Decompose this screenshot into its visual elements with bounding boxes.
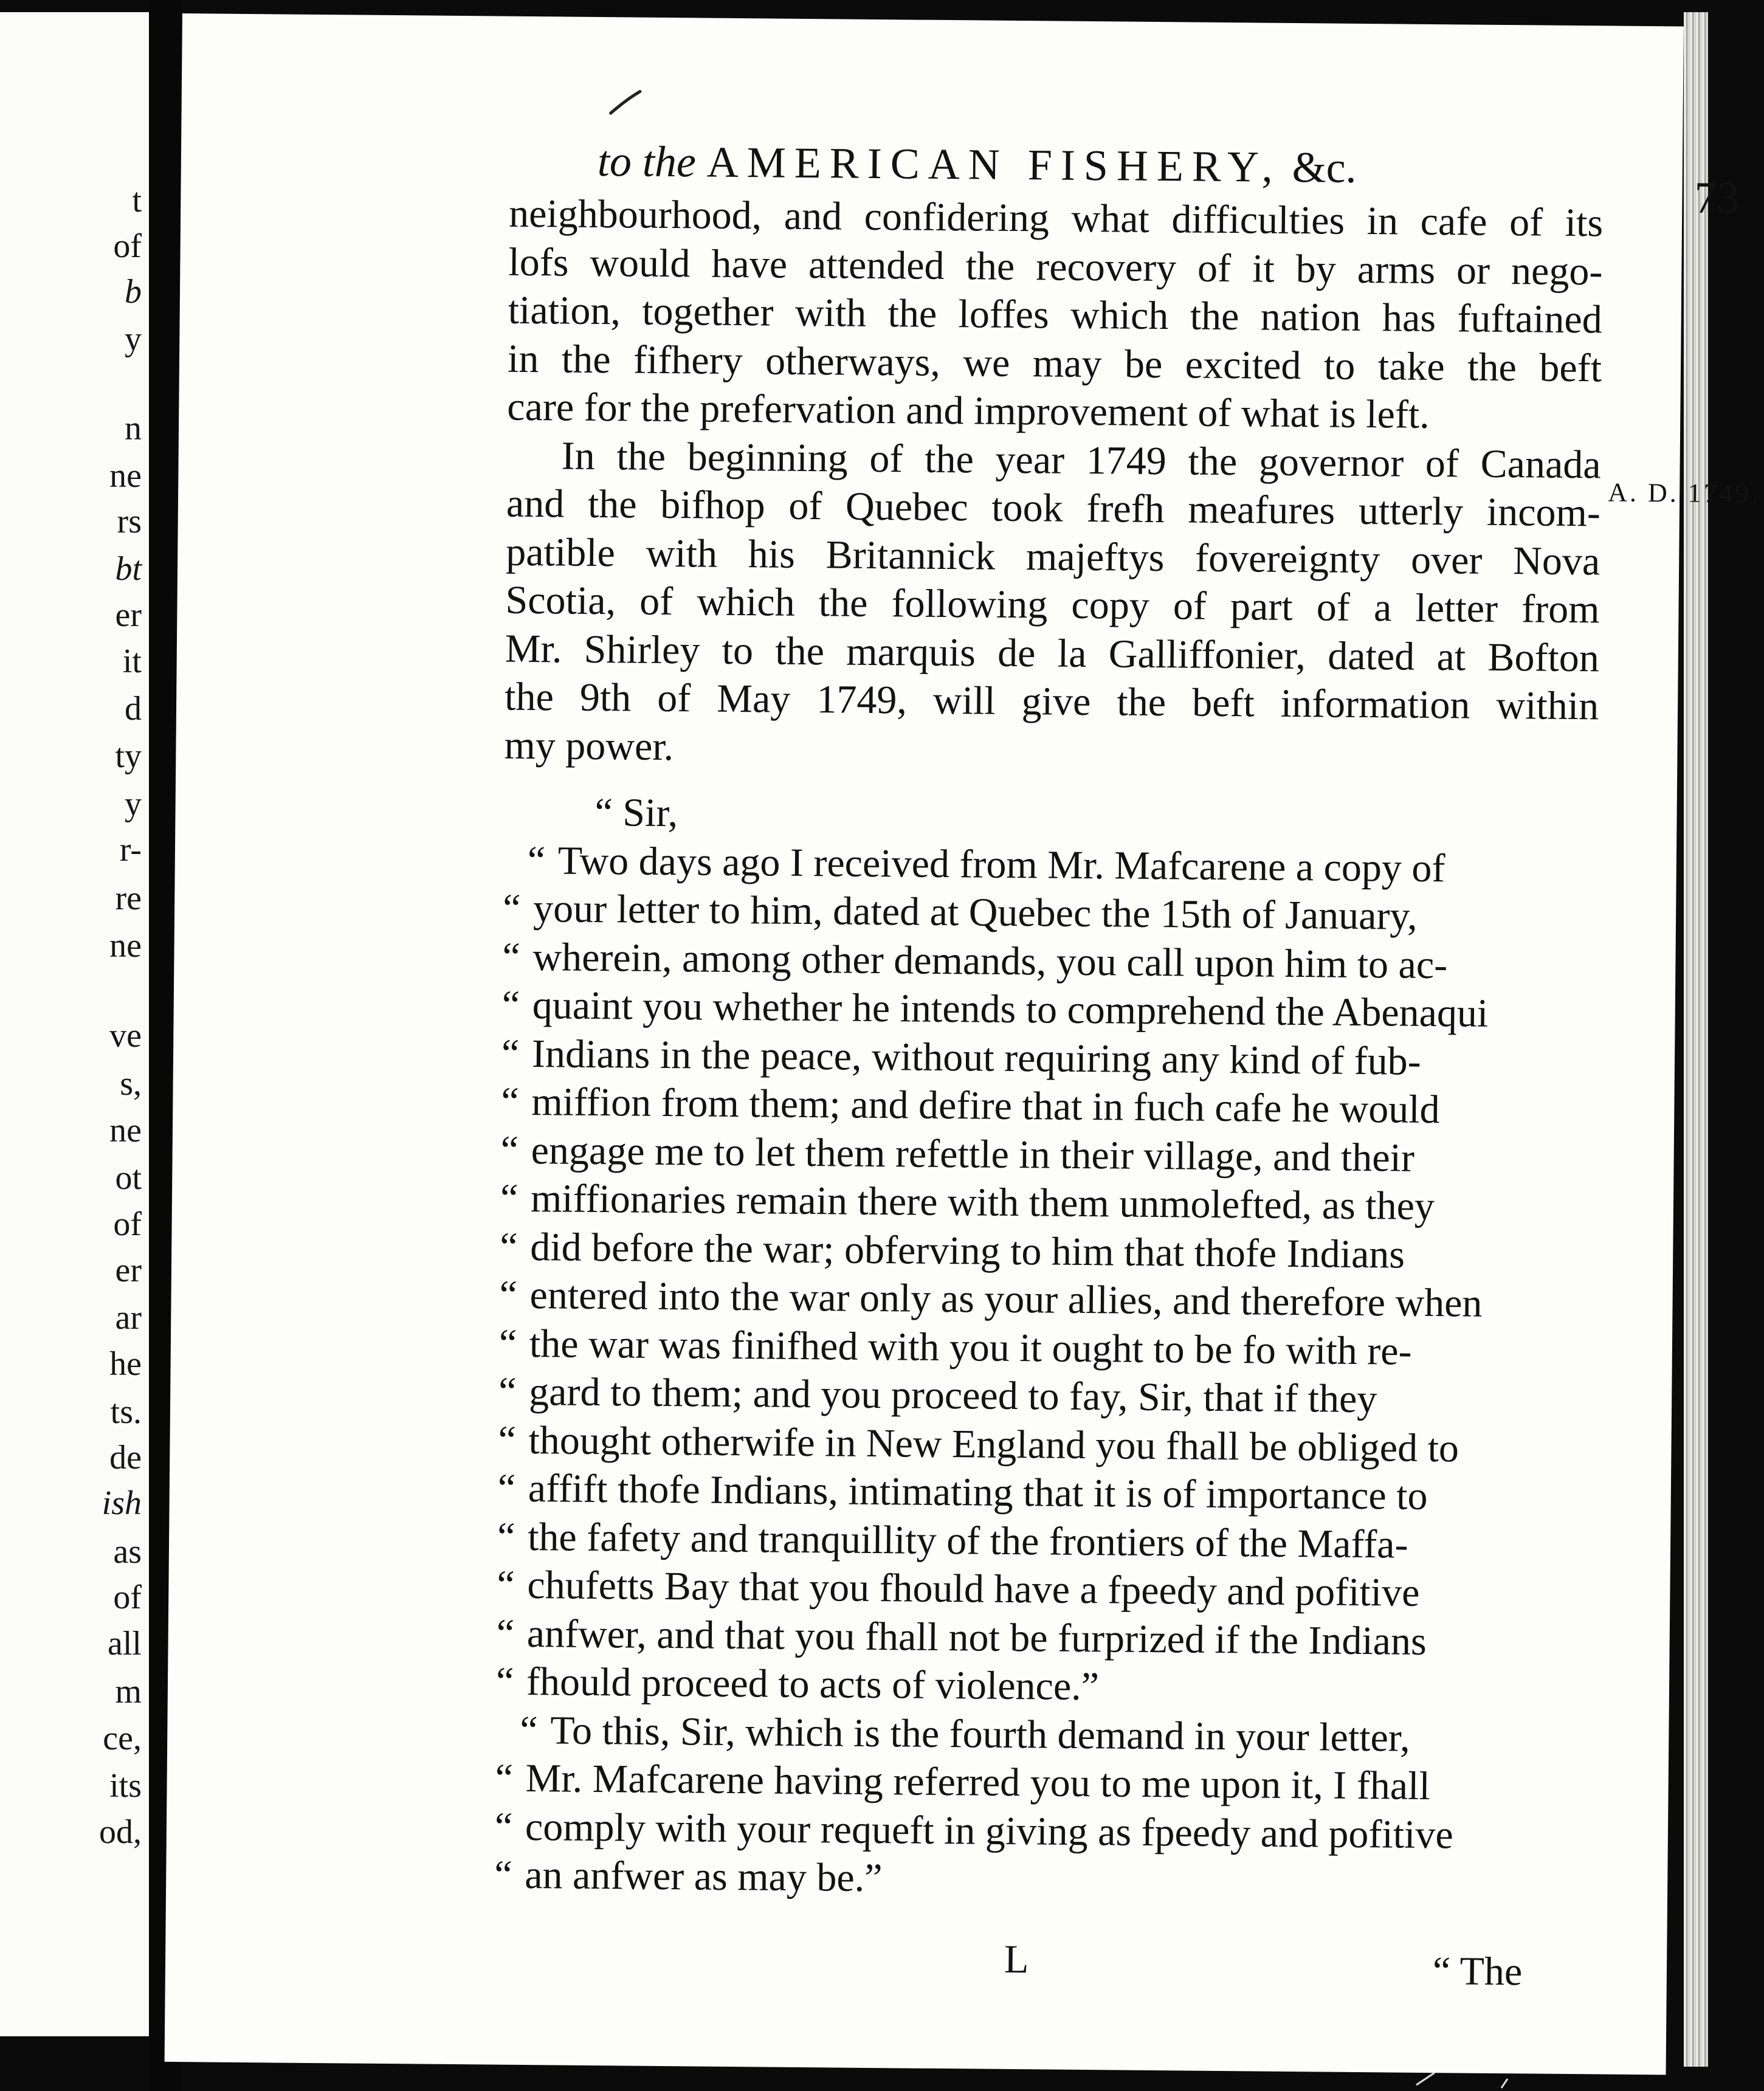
quote-mark: “	[502, 934, 521, 979]
facing-page-text-fragment: ne	[109, 927, 142, 965]
facing-page-text-fragment: ce,	[103, 1720, 142, 1757]
facing-page-text-fragment: de	[109, 1439, 142, 1476]
quoted-line	[501, 1078, 1596, 1135]
paragraph-line: my power.	[504, 723, 674, 769]
quote-mark: “	[527, 838, 546, 883]
body-text	[494, 190, 1603, 1909]
facing-page-text-fragment: all	[108, 1625, 142, 1662]
paragraph-line: the 9th of May 1749, will give the beft information within	[504, 674, 1599, 729]
quoted-line-text: engage me to let them refettle in their village, and their	[531, 1128, 1415, 1180]
quoted-line-text: the war was finifhed with you it ought to be fo with re-	[529, 1321, 1412, 1374]
letter-salutation: “ Sir,	[594, 790, 678, 836]
catchword: “ The	[1432, 1949, 1523, 1994]
quoted-line-text: quaint you whether he intends to comprehend the Abenaqui	[532, 983, 1489, 1036]
quoted-line	[500, 1174, 1595, 1232]
quoted-line-text: Two days ago I received from Mr. Mafcarene a copy of	[557, 838, 1445, 890]
quoted-line-text: gard to them; and you proceed to fay, Sir, that if they	[528, 1369, 1377, 1422]
facing-page-text-fragment: od,	[99, 1813, 142, 1851]
paragraph-line: Scotia, of which the following copy of part of a letter from	[505, 577, 1600, 632]
quote-mark: “	[501, 1079, 520, 1124]
quote-mark: “	[502, 886, 521, 931]
quote-mark: “	[497, 1562, 515, 1607]
facing-page-text-fragment: r-	[119, 831, 142, 869]
quoted-line-text: anfwer, and that you fhall not be furprized if the Indians	[526, 1611, 1427, 1664]
quoted-line-text: wherein, among other demands, you call upon him to ac-	[532, 934, 1448, 987]
quoted-line-text: chufetts Bay that you fhould have a fpeedy and pofitive	[527, 1563, 1420, 1615]
paragraph-line: lofs would have attended the recovery of it by arms or nego-	[508, 239, 1603, 294]
quote-mark: “	[497, 1514, 515, 1559]
quoted-line	[494, 1851, 1589, 1909]
quote-mark: “	[498, 1418, 517, 1462]
page-number: 73	[1694, 173, 1740, 224]
paragraph-line: and the bifhop of Quebec took frefh meafures utterly incom-	[506, 481, 1601, 536]
quote-mark: “	[497, 1466, 516, 1511]
running-head-title: AMERICAN FISHERY,	[706, 137, 1282, 191]
quote-mark: “	[495, 1755, 514, 1800]
paragraph-1	[507, 190, 1603, 441]
quoted-line-text: entered into the war only as your allies, and therefore when	[529, 1273, 1483, 1326]
facing-page-text-fragment: n	[125, 410, 142, 447]
facing-page-text-fragment: ish	[102, 1484, 142, 1522]
paragraph-line: patible with his Britannick majeftys fovereignty over Nova	[505, 529, 1600, 584]
quoted-line	[501, 981, 1596, 1039]
quote-mark: “	[499, 1224, 518, 1269]
facing-page-text-fragment: as	[113, 1533, 142, 1571]
quoted-line-text: thought otherwife in New England you fhall be obliged to	[528, 1418, 1459, 1470]
paragraph-line: In the beginning of the year 1749 the governor of Canada	[561, 433, 1601, 487]
quote-mark: “	[520, 1707, 538, 1752]
paragraph-line: care for the prefervation and improvement of what is left.	[507, 384, 1430, 437]
quote-mark: “	[494, 1852, 512, 1897]
facing-page-text-fragment: bt	[115, 550, 142, 588]
quoted-line-text: comply with your requeft in giving as fpeedy and pofitive	[525, 1804, 1454, 1857]
quoted-letter-1	[496, 836, 1597, 1715]
quoted-line	[499, 1271, 1594, 1329]
facing-page-text-fragment: its	[109, 1767, 142, 1805]
facing-page-text-fragment: b	[125, 273, 142, 311]
quote-mark: “	[498, 1321, 517, 1366]
facing-page-text-fragment: y	[125, 785, 142, 823]
facing-page-text-fragment: s,	[120, 1065, 142, 1103]
quoted-line-text: To this, Sir, which is the fourth demand in your letter,	[550, 1707, 1410, 1760]
quoted-line	[503, 884, 1597, 942]
book-page	[165, 13, 1760, 2075]
quoted-line-text: miffion from them; and defire that in fuch cafe he would	[531, 1080, 1440, 1132]
pencil-mark-icon	[607, 89, 644, 116]
running-head-prefix: to the	[597, 136, 697, 187]
facing-page-text-fragment: d	[125, 690, 142, 728]
quoted-line-text: affift thofe Indians, intimating that it is of importance to	[528, 1466, 1428, 1518]
quoted-line-text: the fafety and tranquillity of the frontiers of the Maffa-	[527, 1514, 1408, 1567]
running-head	[598, 136, 1357, 193]
facing-page-text-fragment: he	[109, 1345, 142, 1383]
quoted-line-text: did before the war; obferving to him that thofe Indians	[529, 1224, 1405, 1277]
quoted-line-text: an anfwer as may be.”	[524, 1853, 883, 1901]
facing-page-text-fragment: ts.	[110, 1393, 142, 1431]
quoted-line	[497, 1561, 1591, 1619]
running-head-suffix: &c.	[1292, 142, 1357, 192]
facing-page-text-fragment: it	[122, 642, 142, 680]
paragraph-2	[504, 431, 1601, 779]
paragraph-line: in the fifhery otherways, we may be excited to take the beft	[507, 336, 1602, 390]
facing-page-text-fragment: ve	[109, 1017, 142, 1055]
quoted-line-text: your letter to him, dated at Quebec the 15th of January,	[532, 886, 1418, 939]
facing-page-text-fragment: er	[115, 1252, 142, 1289]
quoted-line-text: miffionaries remain there with them unmolefted, as they	[530, 1176, 1435, 1229]
quoted-line	[495, 1754, 1590, 1812]
page-edge-stack	[1684, 12, 1708, 2067]
facing-page-text-fragment: ne	[109, 457, 142, 495]
facing-page-text-fragment: ty	[115, 737, 142, 775]
paragraph-line: neighbourhood, and confidering what difficulties in cafe of its	[508, 191, 1604, 246]
quoted-line-text: Mr. Mafcarene having referred you to me upon it, I fhall	[525, 1756, 1431, 1809]
quoted-line-text: Indians in the peace, without requiring any kind of fub-	[531, 1031, 1421, 1084]
facing-page-text-fragment: rs	[117, 503, 142, 540]
facing-page-text-fragment: m	[115, 1673, 142, 1710]
quoted-line	[496, 1658, 1591, 1715]
quoted-letter-2	[494, 1706, 1590, 1909]
facing-page-text-fragment: er	[115, 596, 142, 634]
signature-mark: L	[1004, 1937, 1029, 1982]
quote-mark: “	[499, 1272, 518, 1317]
quote-mark: “	[494, 1804, 513, 1849]
facing-page-fragment	[0, 12, 149, 2036]
quote-mark: “	[501, 982, 520, 1027]
quoted-line	[498, 1368, 1593, 1425]
quoted-line	[497, 1464, 1592, 1522]
facing-page-text-fragment: of	[113, 1579, 142, 1616]
scan-edge-marks-icon	[1410, 2055, 1532, 2091]
facing-page-text-fragment: re	[115, 880, 142, 917]
marginal-date-note: A. D. 1749.	[1607, 477, 1760, 509]
facing-page-text-fragment: ot	[115, 1159, 142, 1197]
facing-page-text-fragment: of	[113, 227, 142, 265]
quote-mark: “	[495, 1659, 514, 1704]
facing-page-text-fragment: t	[132, 182, 142, 219]
paragraph-line: tiation, together with the loffes which the nation has fuftained	[508, 288, 1603, 342]
quote-mark: “	[500, 1128, 519, 1173]
facing-page-text-fragment: ne	[109, 1112, 142, 1149]
quoted-line-text: fhould proceed to acts of violence.”	[526, 1659, 1100, 1709]
facing-page-text-fragment: ar	[115, 1299, 142, 1337]
quote-mark: “	[501, 1031, 520, 1076]
quote-mark: “	[496, 1611, 515, 1656]
paragraph-line: Mr. Shirley to the marquis de la Galliffonier, dated at Bofton	[505, 626, 1600, 680]
quote-mark: “	[500, 1176, 519, 1221]
facing-page-text-fragment: y	[125, 320, 142, 358]
quote-mark: “	[498, 1369, 517, 1414]
facing-page-text-fragment: of	[113, 1205, 142, 1243]
